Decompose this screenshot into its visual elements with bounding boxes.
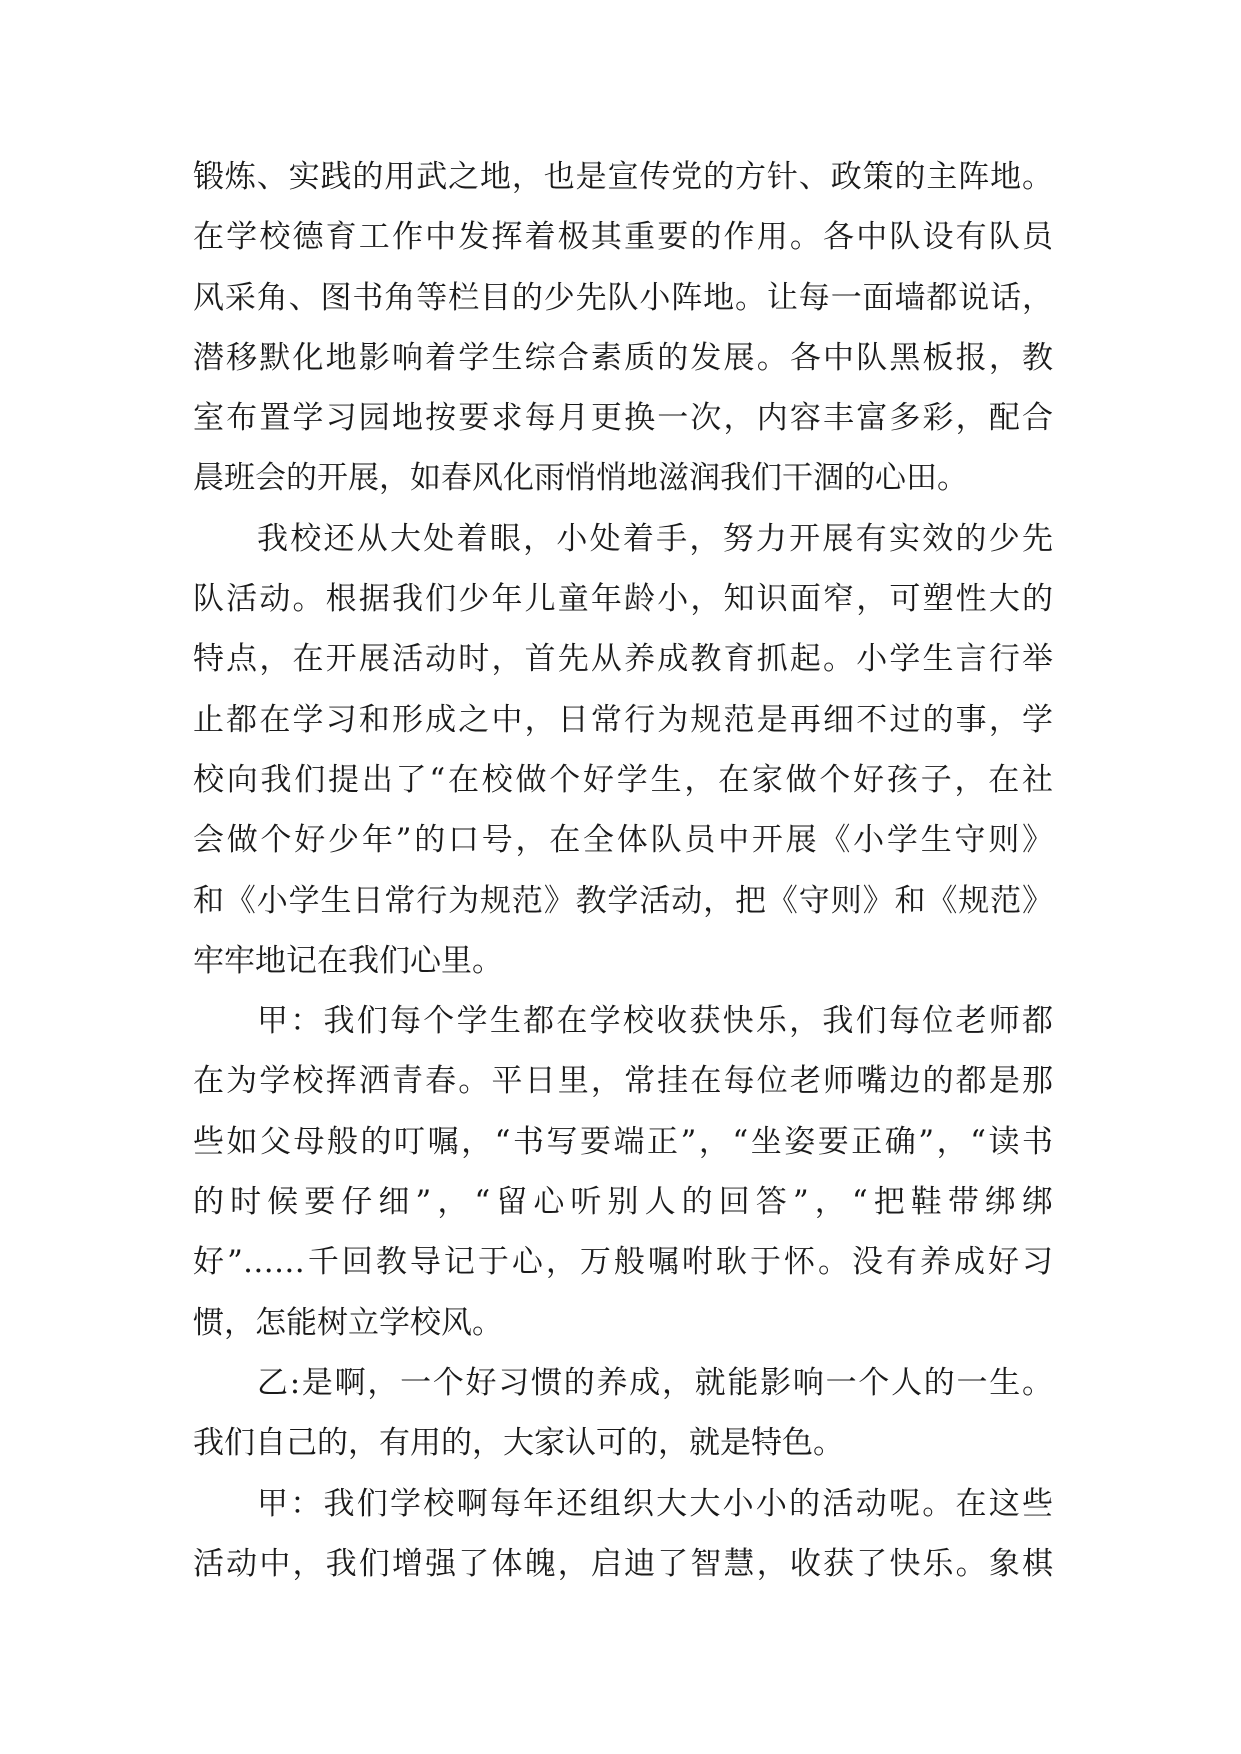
text-line: 甲：我们学校啊每年还组织大大小小的活动呢。在这些 xyxy=(257,1485,1053,1522)
text-line: 活动中，我们增强了体魄，启迪了智慧，收获了快乐。象棋 xyxy=(193,1545,1053,1582)
text-line: 锻炼、实践的用武之地，也是宣传党的方针、政策的主阵地。 xyxy=(193,159,1053,195)
text-line: 好”……千回教导记于心，万般嘱咐耿于怀。没有养成好习 xyxy=(193,1244,1053,1281)
text-line: 惯，怎能树立学校风。 xyxy=(193,1304,503,1341)
text-line: 牢牢地记在我们心里。 xyxy=(193,942,503,979)
text-line: 特点，在开展活动时，首先从养成教育抓起。小学生言行举 xyxy=(193,641,1053,678)
text-line: 校向我们提出了“在校做个好学生，在家做个好孩子，在社 xyxy=(193,761,1053,798)
text-line: 止都在学习和形成之中，日常行为规范是再细不过的事，学 xyxy=(193,701,1053,738)
text-line: 乙:是啊，一个好习惯的养成，就能影响一个人的一生。 xyxy=(257,1364,1053,1401)
text-line: 在学校德育工作中发挥着极其重要的作用。各中队设有队员 xyxy=(193,219,1053,256)
text-line: 些如父母般的叮嘱，“书写要端正”，“坐姿要正确”，“读书 xyxy=(193,1123,1053,1160)
text-line: 甲：我们每个学生都在学校收获快乐，我们每位老师都 xyxy=(257,1003,1053,1040)
body-text xyxy=(193,147,1053,1594)
text-line: 会做个好少年”的口号，在全体队员中开展《小学生守则》 xyxy=(193,822,1053,859)
text-line: 室布置学习园地按要求每月更换一次，内容丰富多彩，配合 xyxy=(193,400,1053,437)
text-line: 风采角、图书角等栏目的少先队小阵地。让每一面墙都说话， xyxy=(193,279,1053,316)
text-line: 我校还从大处着眼，小处着手，努力开展有实效的少先 xyxy=(257,520,1053,557)
text-line: 晨班会的开展，如春风化雨悄悄地滋润我们干涸的心田。 xyxy=(193,460,968,497)
text-line: 在为学校挥洒青春。平日里，常挂在每位老师嘴边的都是那 xyxy=(193,1063,1053,1100)
text-line: 和《小学生日常行为规范》教学活动，把《守则》和《规范》 xyxy=(193,882,1053,919)
text-line: 潜移默化地影响着学生综合素质的发展。各中队黑板报，教 xyxy=(193,339,1053,376)
text-line: 队活动。根据我们少年儿童年龄小，知识面窄，可塑性大的 xyxy=(193,581,1053,618)
text-line: 我们自己的，有用的，大家认可的，就是特色。 xyxy=(193,1425,844,1462)
text-line: 的时候要仔细”，“留心听别人的回答”，“把鞋带绑绑 xyxy=(193,1184,1053,1221)
